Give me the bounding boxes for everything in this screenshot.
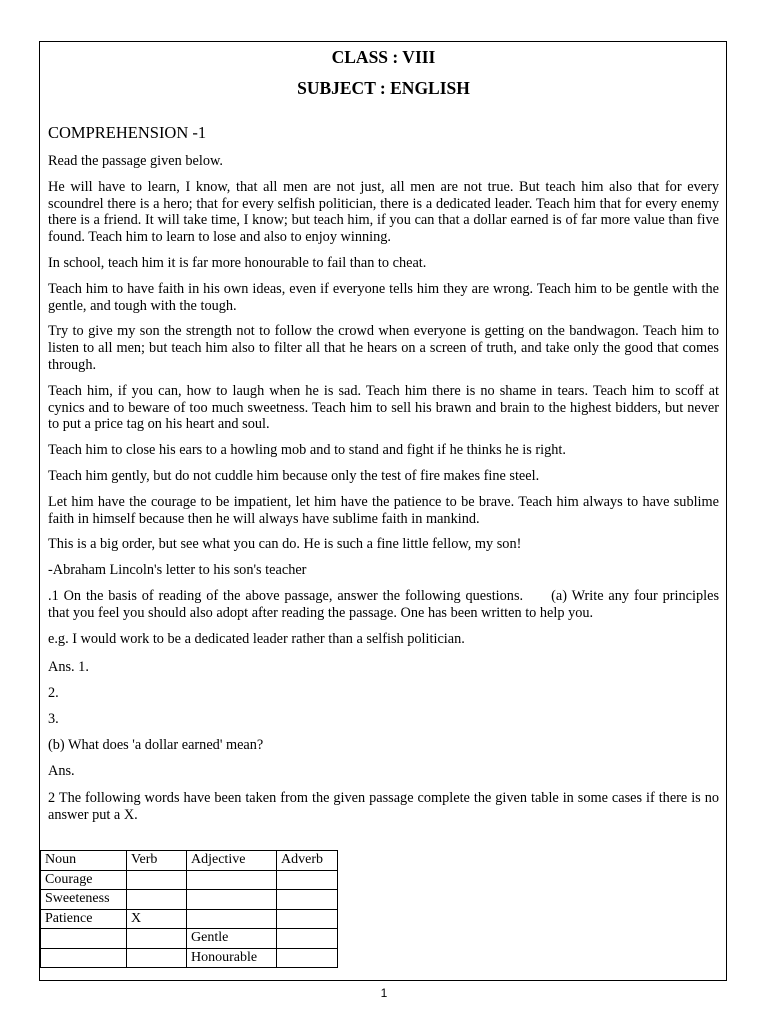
intro-text: Read the passage given below. — [48, 153, 223, 169]
table-header-row — [41, 851, 338, 871]
table-row — [41, 948, 338, 968]
passage-paragraph-6: Teach him to close his ears to a howling mob and to stand and fight if he thinks he is right. — [48, 442, 566, 459]
passage-attribution: -Abraham Lincoln's letter to his son's teacher — [48, 562, 307, 579]
header-adverb: Adverb — [277, 851, 338, 871]
table-cell[interactable] — [127, 890, 187, 910]
page-border — [39, 41, 727, 981]
passage-paragraph-1: He will have to learn, I know, that all men are not just, all men are not true. But teach him also that for every scoundrel there is a hero; that for every selfish politician, there is a dedicated leader. Teach him that for every enemy there is a friend. It will take time, I know; but teach him, if you can that a dollar earned is of far more value than five found. Teach him to learn to lose and also to enjoy winning. — [48, 178, 719, 246]
answer-lines — [48, 659, 719, 779]
question-2: 2 The following words have been taken from the given passage complete the given table in some cases if there is no answer put a X. — [48, 790, 719, 824]
table-row — [41, 870, 338, 890]
table-cell[interactable] — [127, 870, 187, 890]
table-cell[interactable] — [127, 929, 187, 949]
header-noun: Noun — [41, 851, 127, 871]
table-cell[interactable] — [277, 948, 338, 968]
page-number: 1 — [380, 986, 388, 1000]
table-cell[interactable] — [277, 909, 338, 929]
section-heading: COMPREHENSION -1 — [48, 123, 207, 142]
table-cell[interactable] — [277, 870, 338, 890]
table-cell: X — [127, 909, 187, 929]
table-cell[interactable] — [41, 948, 127, 968]
answer-line-1[interactable]: Ans. 1. — [48, 659, 89, 676]
table-cell[interactable] — [187, 890, 277, 910]
word-forms-table — [40, 850, 338, 968]
question-1-part-b: (b) What does 'a dollar earned' mean? — [48, 736, 264, 753]
table-cell[interactable] — [187, 909, 277, 929]
table-cell: Patience — [41, 909, 127, 929]
table-row — [41, 909, 338, 929]
header-verb: Verb — [127, 851, 187, 871]
table-cell: Gentle — [187, 929, 277, 949]
table-cell[interactable] — [277, 890, 338, 910]
table-cell[interactable] — [41, 929, 127, 949]
table-cell[interactable] — [187, 870, 277, 890]
table-cell[interactable] — [127, 948, 187, 968]
worksheet-content — [48, 42, 719, 824]
passage-paragraph-9: This is a big order, but see what you can do. He is such a fine little fellow, my son! — [48, 536, 522, 553]
question-1-part-a: (a) Write any four principles that you feel you should also adopt after reading the passage. One has been written to help you. — [48, 587, 720, 621]
question-1-example: e.g. I would work to be a dedicated leader rather than a selfish politician. — [48, 630, 465, 647]
passage-paragraph-3: Teach him to have faith in his own ideas, even if everyone tells him they are wrong. Teach him to be gentle with the gentle, and tough with the tough. — [48, 280, 719, 314]
class-title: CLASS : VIII — [331, 47, 436, 67]
table-cell: Courage — [41, 870, 127, 890]
table-row — [41, 929, 338, 949]
table-cell: Sweeteness — [41, 890, 127, 910]
passage-paragraph-4: Try to give my son the strength not to follow the crowd when everyone is getting on the bandwagon. Teach him to listen to all men; but teach him also to filter all that he hears on a screen of truth, and take only the good that comes through. — [48, 323, 719, 373]
passage-paragraph-8: Let him have the courage to be impatient, let him have the patience to be brave. Teach him always to have sublime faith in himself because then he will always have sublime faith in mankind. — [48, 493, 719, 527]
subject-title: SUBJECT : ENGLISH — [297, 78, 470, 98]
answer-line-2[interactable]: 2. — [48, 685, 59, 702]
table-row — [41, 890, 338, 910]
passage-paragraph-7: Teach him gently, but do not cuddle him because only the test of fire makes fine steel. — [48, 467, 540, 484]
passage-paragraph-2: In school, teach him it is far more honourable to fail than to cheat. — [48, 254, 427, 271]
question-1-stem: .1 On the basis of reading of the above passage, answer the following questions. — [48, 587, 524, 604]
passage-paragraph-5: Teach him, if you can, how to laugh when he is sad. Teach him there is no shame in tears. Teach him to scoff at cynics and to beware of too much sweetness. Teach him to sell his brawn and brain to the highest bidders, but never to put a price tag on his heart and soul. — [48, 382, 719, 433]
question-1 — [48, 588, 719, 622]
table-cell: Honourable — [187, 948, 277, 968]
header-adjective: Adjective — [187, 851, 277, 871]
answer-line-3[interactable]: 3. — [48, 710, 59, 727]
table-cell[interactable] — [277, 929, 338, 949]
part-b-answer[interactable]: Ans. — [48, 762, 75, 779]
